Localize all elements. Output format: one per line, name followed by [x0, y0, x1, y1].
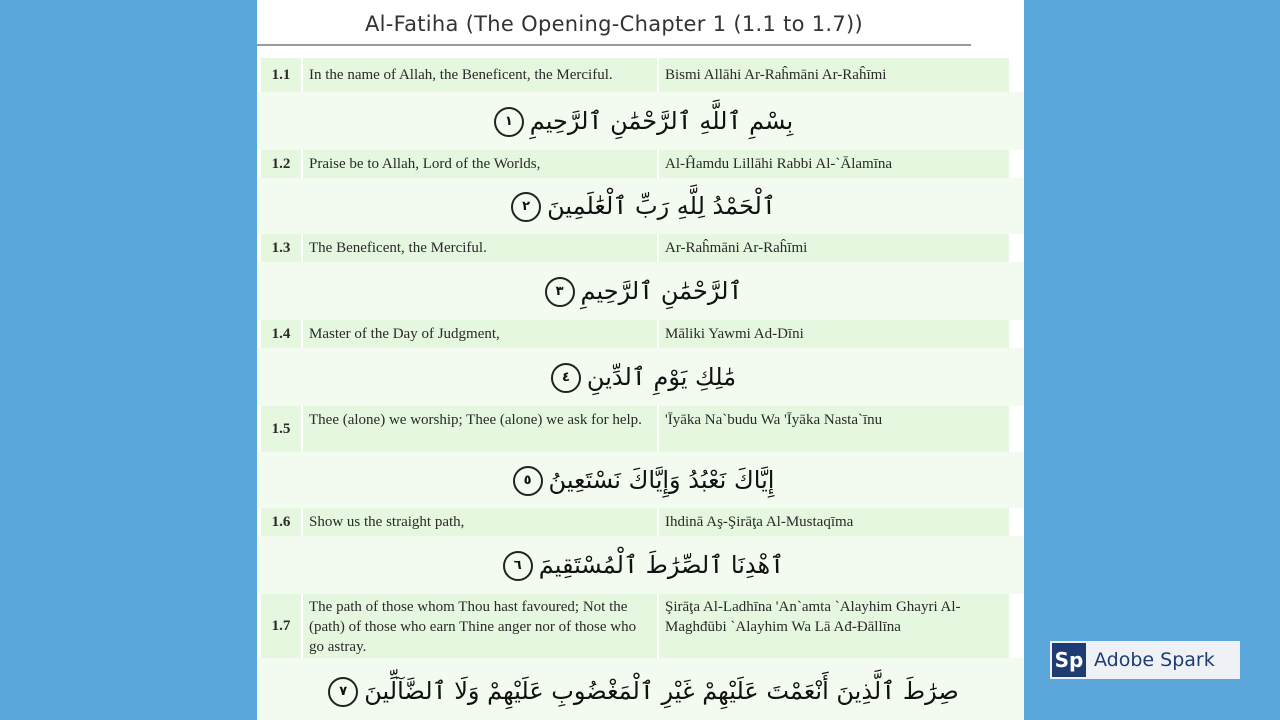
ayah-number-mark: ٢: [511, 192, 541, 222]
verse-transliteration: 'Īyāka Na`budu Wa 'Īyāka Nasta`īnu: [659, 406, 1009, 452]
adobe-spark-logo-icon: Sp: [1052, 643, 1086, 677]
verse-arabic-row: [257, 658, 1024, 720]
verse-row: [257, 594, 1024, 658]
ayah-number-mark: ٦: [503, 551, 533, 581]
verse-transliteration: Ihdinā Aş-Şirāţa Al-Mustaqīma: [659, 508, 1009, 536]
verse-arabic: ٱهْدِنَا ٱلصِّرَٰطَ ٱلْمُسْتَقِيمَ: [538, 551, 785, 579]
verse-row: [257, 406, 1024, 452]
verse-arabic-row: [257, 262, 1024, 320]
ayah-number-mark: ٧: [328, 677, 358, 707]
verse-table: [257, 58, 1024, 720]
verse-row: [257, 320, 1024, 348]
verse-number: 1.2: [261, 150, 301, 178]
verse-row: [257, 150, 1024, 178]
verse-number: 1.5: [261, 406, 301, 452]
verse-english: The Beneficent, the Merciful.: [303, 234, 657, 262]
verse-arabic-row: [257, 348, 1024, 406]
ayah-number-mark: ٥: [513, 466, 543, 496]
ayah-number-mark: ٤: [551, 363, 581, 393]
verse-english: Show us the straight path,: [303, 508, 657, 536]
verse-arabic: صِرَٰطَ ٱلَّذِينَ أَنْعَمْتَ عَلَيْهِمْ غَيْرِ ٱلْمَغْضُوبِ عَلَيْهِمْ وَلَا ٱلضَّآلِّينَ: [364, 677, 959, 705]
verse-transliteration: Ar-Raĥmāni Ar-Raĥīmi: [659, 234, 1009, 262]
verse-english: Thee (alone) we worship; Thee (alone) we ask for help.: [303, 406, 657, 452]
verse-arabic-row: [257, 178, 1024, 234]
page-title: Al-Fatiha (The Opening-Chapter 1 (1.1 to 1.7)): [257, 0, 971, 46]
adobe-spark-label: Adobe Spark: [1094, 649, 1215, 671]
verse-english: The path of those whom Thou hast favoured; Not the (path) of those who earn Thine anger nor of those who go astray.: [303, 594, 657, 658]
ayah-number-mark: ١: [494, 107, 524, 137]
verse-arabic: مَٰلِكِ يَوْمِ ٱلدِّينِ: [586, 363, 737, 391]
verse-arabic: ٱلْحَمْدُ لِلَّهِ رَبِّ ٱلْعَٰلَمِينَ: [547, 192, 776, 220]
verse-transliteration: Māliki Yawmi Ad-Dīni: [659, 320, 1009, 348]
verse-transliteration: Bismi Allāhi Ar-Raĥmāni Ar-Raĥīmi: [659, 58, 1009, 92]
verse-arabic: إِيَّاكَ نَعْبُدُ وَإِيَّاكَ نَسْتَعِينُ: [548, 466, 775, 494]
verse-arabic: ٱلرَّحْمَٰنِ ٱلرَّحِيمِ: [580, 277, 743, 305]
verse-row: [257, 234, 1024, 262]
verse-row: [257, 58, 1024, 92]
verse-number: 1.4: [261, 320, 301, 348]
verse-arabic-row: [257, 536, 1024, 594]
verse-number: 1.3: [261, 234, 301, 262]
verse-row: [257, 508, 1024, 536]
verse-transliteration: Al-Ĥamdu Lillāhi Rabbi Al-`Ālamīna: [659, 150, 1009, 178]
verse-transliteration: Şirāţa Al-Ladhīna 'An`amta `Alayhim Ghayri Al-Maghđūbi `Alayhim Wa Lā Ađ-Đāllīna: [659, 594, 1009, 658]
verse-number: 1.6: [261, 508, 301, 536]
verse-number: 1.1: [261, 58, 301, 92]
verse-arabic: بِسْمِ ٱللَّهِ ٱلرَّحْمَٰنِ ٱلرَّحِيمِ: [529, 107, 794, 135]
document-page: [257, 0, 1024, 720]
verse-english: Praise be to Allah, Lord of the Worlds,: [303, 150, 657, 178]
verse-number: 1.7: [261, 594, 301, 658]
verse-arabic-row: [257, 452, 1024, 508]
verse-english: In the name of Allah, the Beneficent, the Merciful.: [303, 58, 657, 92]
verse-arabic-row: [257, 92, 1024, 150]
ayah-number-mark: ٣: [545, 277, 575, 307]
verse-english: Master of the Day of Judgment,: [303, 320, 657, 348]
adobe-spark-watermark: [1050, 641, 1240, 679]
